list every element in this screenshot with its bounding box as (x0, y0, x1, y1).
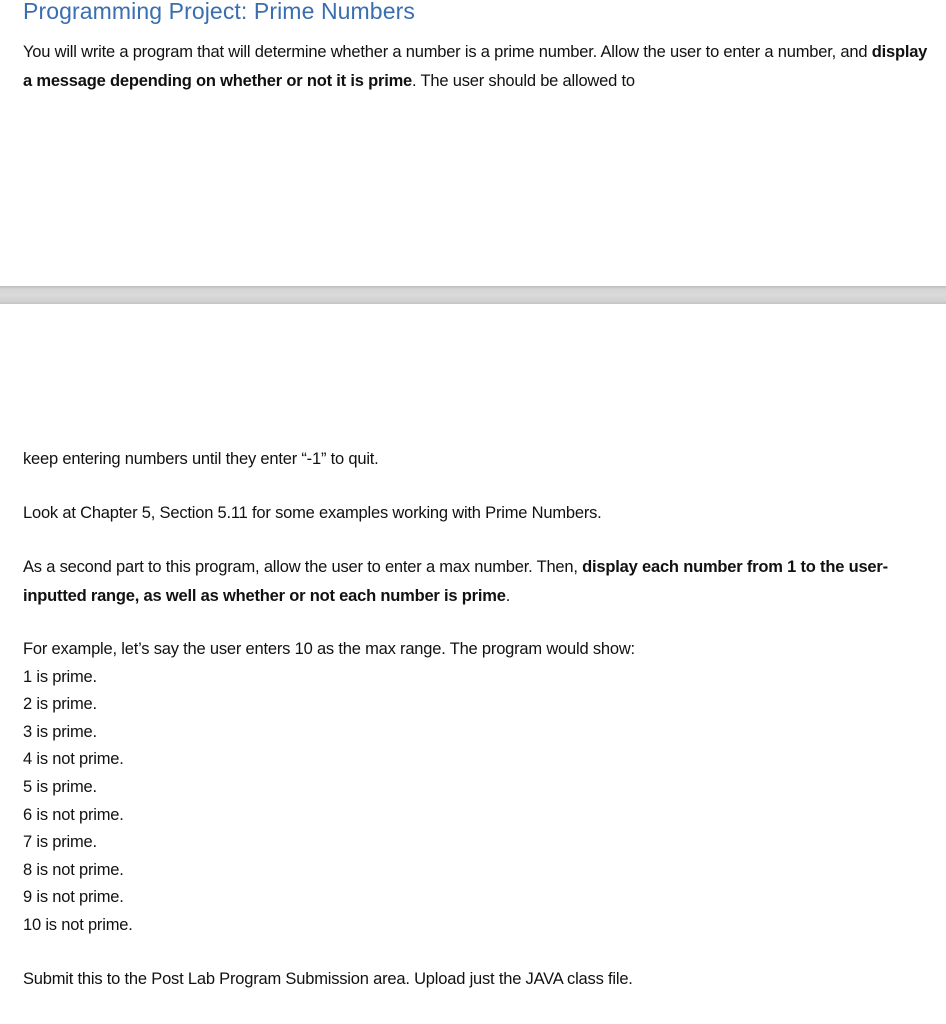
second-part-text-end: . (505, 587, 511, 605)
second-part-text-start: As a second part to this program, allow the user to enter a max number. Then, (23, 558, 583, 576)
continuation-paragraph: keep entering numbers until they enter “-1” to quit. (23, 450, 379, 468)
document-page-1 (0, 0, 946, 286)
document-title: Programming Project: Prime Numbers (23, 0, 415, 24)
submission-paragraph: Submit this to the Post Lab Program Submission area. Upload just the JAVA class file. (23, 969, 633, 988)
intro-bold-text: display a message depending on whether or not it is prime (23, 43, 928, 90)
list-item: 1 is prime. (23, 667, 97, 686)
list-item: 9 is not prime. (23, 888, 124, 907)
list-item: 4 is not prime. (23, 750, 124, 769)
list-item: 5 is prime. (23, 777, 97, 796)
second-part-paragraph (23, 553, 932, 611)
list-item: 10 is not prime. (23, 915, 133, 934)
list-item: 6 is not prime. (23, 805, 124, 824)
example-output-list (23, 664, 932, 940)
second-part-bold-text: display each number from 1 to the user-inputted range, as well as whether or not each number is prime (23, 558, 888, 605)
list-item: 2 is prime. (23, 695, 97, 714)
document-page-2 (0, 304, 946, 1024)
list-item: 8 is not prime. (23, 860, 124, 879)
example-intro: For example, let’s say the user enters 10 as the max range. The program would show: (23, 640, 635, 658)
intro-text-end: . The user should be allowed to (412, 72, 635, 90)
page-break (0, 286, 946, 304)
intro-paragraph (23, 38, 932, 96)
reference-paragraph: Look at Chapter 5, Section 5.11 for some examples working with Prime Numbers. (23, 504, 602, 522)
list-item: 3 is prime. (23, 722, 97, 741)
list-item: 7 is prime. (23, 833, 97, 852)
intro-text-start: You will write a program that will determine whether a number is a prime number. Allow the user to enter a number, and (23, 43, 872, 61)
